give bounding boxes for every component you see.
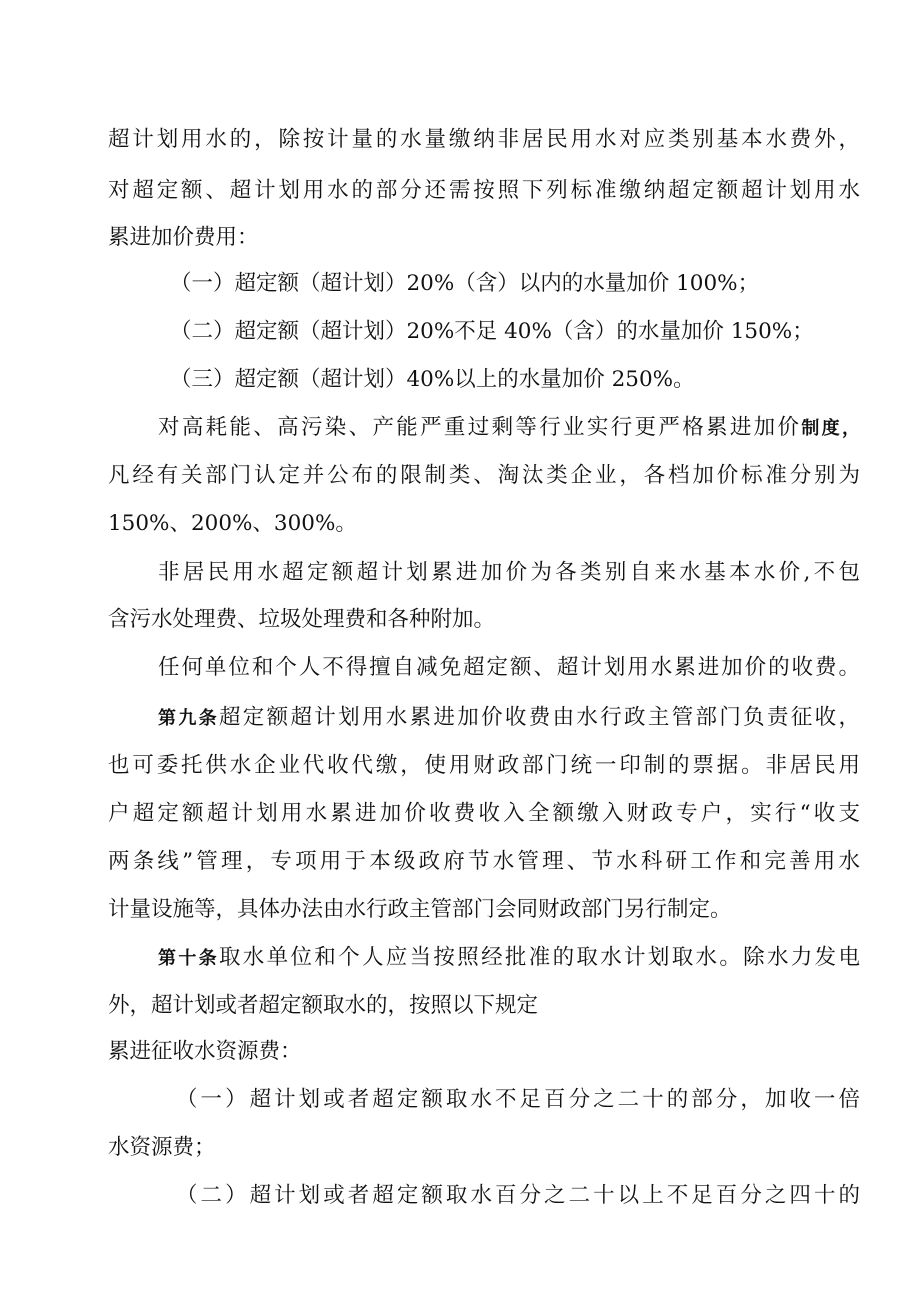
- text-line: 超计划用水的，除按计量的水量缴纳非居民用水对应类别基本水费外，: [108, 127, 860, 152]
- text-line: 水资源费；: [108, 1135, 216, 1160]
- text-line: 对超定额、超计划用水的部分还需按照下列标准缴纳超定额超计划用水: [108, 178, 860, 203]
- paragraph-text: 对高耗能、高污染、产能严重过剩等行业实行更严格累进加价: [158, 415, 802, 440]
- list-item: （一）超计划或者超定额取水不足百分之二十的部分，加收一倍: [176, 1087, 860, 1112]
- list-item: （二）超定额（超计划）20%不足 40%（含）的水量加价 150%；: [170, 319, 814, 344]
- list-item: （一）超定额（超计划）20%（含）以内的水量加价 100%；: [170, 271, 760, 296]
- text-line: 户超定额超计划用水累进加价收费收入全额缴入财政专户，实行“收支: [108, 801, 860, 826]
- text-line: 两条线”管理，专项用于本级政府节水管理、节水科研工作和完善用水: [108, 849, 860, 874]
- paragraph-text: 超定额超计划用水累进加价收费由水行政主管部门负责征收，: [218, 705, 860, 730]
- list-item: （二）超计划或者超定额取水百分之二十以上不足百分之四十的: [176, 1183, 860, 1208]
- text-line: [158, 414, 860, 443]
- text-line: [158, 944, 860, 973]
- paragraph-text: 取水单位和个人应当按照经批准的取水计划取水。除水力发电: [218, 945, 860, 970]
- text-line: [158, 704, 860, 733]
- text-line: 累进征收水资源费：: [108, 1039, 302, 1064]
- text-line: 非居民用水超定额超计划累进加价为各类别自来水基本水价,不包: [158, 560, 860, 585]
- article-number: 第十条: [158, 948, 219, 969]
- list-item: （三）超定额（超计划）40%以上的水量加价 250%。: [170, 367, 695, 392]
- bold-term: 制度，: [801, 418, 860, 439]
- text-line: 150%、200%、300%。: [108, 511, 357, 536]
- text-line: 含污水处理费、垃圾处理费和各种附加。: [108, 607, 496, 632]
- text-line: 计量设施等，具体办法由水行政主管部门会同财政部门另行制定。: [108, 897, 732, 922]
- text-line: 也可委托供水企业代收代缴，使用财政部门统一印制的票据。非居民用: [108, 753, 860, 778]
- text-line: 累进加价费用：: [108, 225, 259, 250]
- text-line: 外，超计划或者超定额取水的，按照以下规定: [108, 993, 539, 1018]
- article-number: 第九条: [158, 708, 219, 729]
- text-line: 任何单位和个人不得擅自减免超定额、超计划用水累进加价的收费。: [158, 655, 860, 680]
- text-line: 凡经有关部门认定并公布的限制类、淘汰类企业，各档加价标准分别为: [108, 463, 860, 488]
